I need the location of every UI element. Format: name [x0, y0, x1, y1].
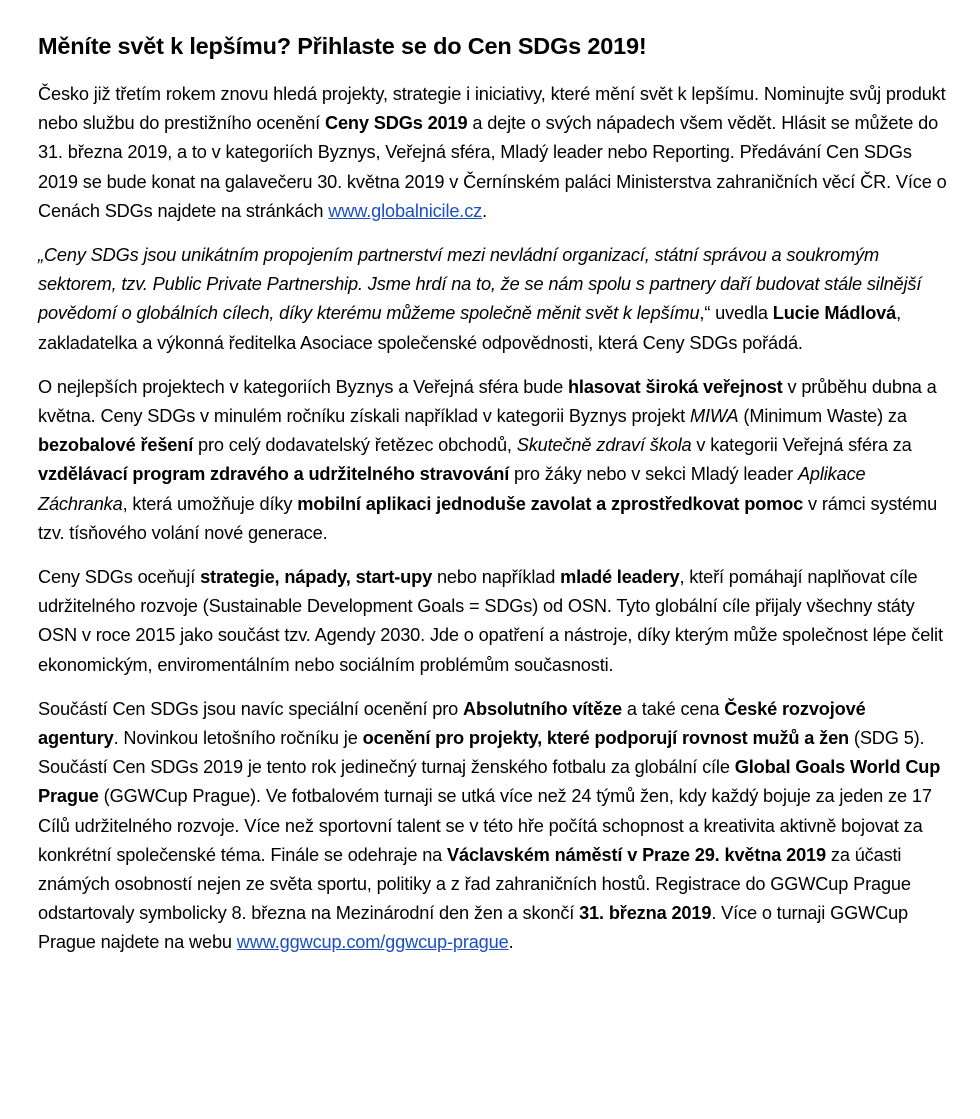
text-run: nebo například: [432, 567, 561, 588]
bold-text: Ceny SDGs 2019: [324, 113, 468, 134]
article: [38, 30, 950, 973]
paragraph: [38, 373, 950, 548]
text-run: Součástí Cen SDGs jsou navíc speciální ocenění pro: [38, 698, 464, 719]
text-run: v rámci systému tzv. tísňového volání nové generace.: [38, 493, 938, 543]
text-run: , která umožňuje díky: [122, 493, 298, 514]
paragraph: [38, 563, 950, 680]
web-link[interactable]: www.globalnicile.cz: [328, 200, 483, 221]
text-run: pro žáky nebo v sekci Mladý leader: [509, 464, 798, 485]
italic-text: Aplikace Záchranka: [38, 464, 866, 514]
bold-text: mladé leadery: [560, 567, 680, 588]
paragraph: [38, 695, 950, 958]
text-run: ,“ uvedla: [699, 303, 773, 324]
bold-text: hlasovat široká veřejnost: [567, 376, 783, 397]
text-run: Česko již třetím rokem znovu hledá projekty, strategie i iniciativy, které mění svět k lepšímu. Nominujte svůj produkt nebo službu do prestižního ocenění: [38, 84, 946, 134]
bold-text: Absolutního vítěze: [463, 698, 623, 719]
text-run: .: [508, 932, 514, 953]
text-run: , kteří pomáhají naplňovat cíle udržitelného rozvoje (Sustainable Development Goals = SDGs) od OSN. Tyto globální cíle přijaly všechny státy OSN v roce 2015 jako součást tzv. Agendy 2030. Jde o opatření a nástroje, díky kterým může společnost lépe čelit ekonomickým, enviromentálním nebo sociálním problémům současnosti.: [38, 567, 943, 675]
bold-text: Václavském náměstí v Praze 29. května 2019: [447, 844, 826, 865]
bold-text: strategie, nápady, start-upy: [200, 567, 433, 588]
italic-text: „Ceny SDGs jsou unikátním propojením partnerství mezi nevládní organizací, státní správou a soukromým sektorem, tzv. Public Private Partnership. Jsme hrdí na to, že se nám spolu s partnery daří budovat stále silnější povědomí o globálních cílech, díky kterému můžeme společně měnit svět k lepšímu: [38, 245, 922, 324]
text-run: Ceny SDGs oceňují: [38, 567, 201, 588]
text-run: (Minimum Waste) za: [738, 406, 907, 427]
text-run: , zakladatelka a výkonná ředitelka Asociace společenské odpovědnosti, která Ceny SDGs pořádá.: [38, 303, 902, 353]
web-link[interactable]: www.ggwcup.com/ggwcup-prague: [236, 932, 509, 953]
text-run: a také cena: [622, 698, 725, 719]
bold-text: bezobalové řešení: [38, 435, 194, 456]
article-body: [38, 80, 950, 958]
text-run: .: [482, 200, 488, 221]
bold-text: Lucie Mádlová: [772, 303, 897, 324]
paragraph: [38, 241, 950, 358]
paragraph: [38, 80, 950, 226]
italic-text: Skutečně zdraví škola: [516, 435, 692, 456]
article-title: Měníte svět k lepšímu? Přihlaste se do Cen SDGs 2019!: [38, 33, 647, 59]
text-run: (GGWCup Prague). Ve fotbalovém turnaji se utká více než 24 týmů žen, kdy každý bojuje za jeden ze 17 Cílů udržitelného rozvoje. Více než sportovní talent se v této hře počítá schopnost a kreativita aktivně bojovat za konkrétní společenské téma. Finále se odehraje na: [38, 786, 932, 865]
text-run: O nejlepších projektech v kategoriích Byznys a Veřejná sféra bude: [38, 376, 568, 397]
text-run: . Více o turnaji GGWCup Prague najdete na webu: [38, 903, 908, 953]
text-run: (SDG 5). Součástí Cen SDGs 2019 je tento rok jedinečný turnaj ženského fotbalu za globální cíle: [38, 728, 925, 778]
text-run: a dejte o svých nápadech všem vědět. Hlásit se můžete do 31. března 2019, a to v kategoriích Byznys, Veřejná sféra, Mladý leader nebo Reporting. Předávání Cen SDGs 2019 se bude konat na galavečeru 30. května 2019 v Černínském paláci Ministerstva zahraničních věcí ČR. Více o Cenách SDGs najdete na stránkách: [38, 113, 947, 221]
bold-text: vzdělávací program zdravého a udržitelného stravování: [38, 464, 510, 485]
text-run: v kategorii Veřejná sféra za: [691, 435, 912, 456]
text-run: v průběhu dubna a května. Ceny SDGs v minulém ročníku získali například v kategorii Byznys projekt: [38, 376, 937, 427]
bold-text: mobilní aplikaci jednoduše zavolat a zprostředkovat pomoc: [297, 493, 804, 514]
italic-text: MIWA: [689, 406, 739, 427]
bold-text: České rozvojové agentury: [38, 698, 866, 749]
bold-text: Global Goals World Cup Prague: [38, 757, 941, 807]
text-run: . Novinkou letošního ročníku je: [113, 728, 363, 749]
bold-text: 31. března 2019: [579, 903, 712, 924]
bold-text: ocenění pro projekty, které podporují rovnost mužů a žen: [362, 728, 850, 749]
text-run: pro celý dodavatelský řetězec obchodů,: [193, 435, 517, 456]
text-run: za účasti známých osobností nejen ze světa sportu, politiky a z řad zahraničních hostů. Registrace do GGWCup Prague odstartovaly symbolicky 8. března na Mezinárodní den žen a skončí: [38, 844, 911, 924]
